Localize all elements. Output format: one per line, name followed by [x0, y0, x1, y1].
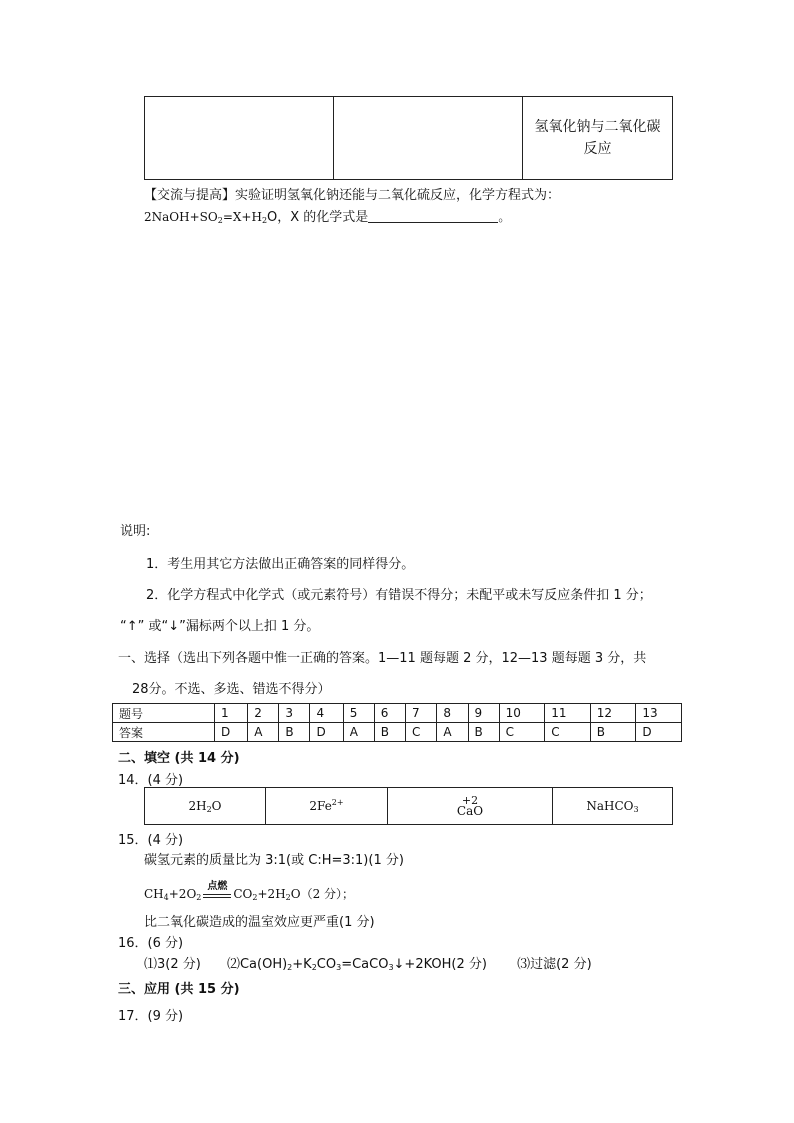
answer-cell: A — [343, 723, 374, 742]
answer-cell: B — [468, 723, 499, 742]
eq-part: O（2 分）； — [290, 887, 355, 901]
notes-title: 说明: — [120, 524, 151, 539]
q14-a3-valence: +2 — [461, 794, 479, 807]
question-number-cell: 4 — [310, 704, 343, 723]
question-number-cell: 7 — [405, 704, 436, 723]
question-number-cell: 6 — [374, 704, 405, 723]
q14-label: 14．(4 分) — [118, 773, 184, 788]
question-number-cell: 9 — [468, 704, 499, 723]
q16-label: 16．(6 分) — [118, 936, 184, 951]
q14-a4-sub: 3 — [633, 805, 639, 814]
eq-part: ⑵Ca(OH) — [226, 957, 288, 972]
eq-sub: 2 — [252, 893, 258, 902]
q15-label: 15．(4 分) — [118, 833, 184, 848]
question-number-cell: 10 — [499, 704, 545, 723]
question-number-cell: 8 — [437, 704, 468, 723]
top-table-cell-3-line1: 氢氧化钠与二氧化碳 — [534, 119, 661, 135]
eq-sub: 2 — [196, 893, 202, 902]
eq-sub: 3 — [336, 963, 342, 972]
top-table — [144, 96, 673, 180]
answer-cell: D — [636, 723, 682, 742]
eq-sub: 2 — [285, 893, 291, 902]
q15-line-3: 比二氧化碳造成的温室效应更严重(1 分) — [144, 915, 375, 930]
q14-a2-main: 2Fe — [309, 799, 332, 813]
q14-a1-main: 2H — [188, 799, 207, 813]
top-table-cell-3 — [523, 97, 673, 180]
question-number-cell: 13 — [636, 704, 682, 723]
eq-part: CO — [316, 957, 337, 972]
eq-part: ↓+2KOH(2 分) — [393, 957, 487, 972]
condition-label: 点燃 — [207, 881, 228, 892]
answer-table-row-answers — [113, 723, 682, 742]
exchange-label: 【交流与提高】 — [144, 188, 236, 203]
q14-answer-2 — [266, 788, 388, 825]
q16-part-1: ⑴3(2 分) — [144, 957, 201, 972]
answer-cell: B — [279, 723, 310, 742]
eq-part: =CaCO — [341, 957, 389, 972]
exchange-line — [144, 184, 560, 203]
notes-item-1: 1．考生用其它方法做出正确答案的同样得分。 — [146, 557, 415, 572]
q14-a3-main: CaO — [456, 804, 484, 818]
q14-a2-sup: 2+ — [331, 798, 344, 807]
eq-sub: 4 — [163, 893, 169, 902]
q14-answer-3 — [388, 788, 553, 825]
answer-cell: A — [437, 723, 468, 742]
answer-table — [112, 703, 682, 742]
eq-part: CH — [144, 887, 164, 901]
reaction-condition — [203, 881, 231, 898]
exchange-text: 实验证明氢氧化钠还能与二氧化硫反应，化学方程式为： — [235, 188, 561, 203]
q15-equation — [144, 881, 355, 902]
eq-end: 。 — [498, 210, 511, 224]
q17-label: 17．(9 分) — [118, 1009, 184, 1024]
question-number-cell: 12 — [590, 704, 636, 723]
eq-part: 2NaOH+SO — [144, 210, 218, 224]
q14-answer-4 — [553, 788, 673, 825]
eq-part: =X+H — [222, 210, 262, 224]
question-number-cell: 3 — [279, 704, 310, 723]
q14-a1-sub: 2 — [206, 805, 212, 814]
answer-cell: D — [215, 723, 248, 742]
top-table-cell-2 — [334, 97, 523, 180]
exchange-equation — [144, 206, 510, 225]
eq-sub: 2 — [311, 963, 317, 972]
answer-blank[interactable] — [368, 210, 498, 223]
answer-table-row-numbers — [113, 704, 682, 723]
q16-part-3: ⑶过滤(2 分) — [517, 957, 592, 972]
eq-part: O，X 的化学式是 — [267, 210, 369, 225]
row-label-question: 题号 — [113, 704, 215, 723]
answer-cell: B — [374, 723, 405, 742]
section1-heading-line2: 28分。不选、多选、错选不得分） — [132, 682, 331, 697]
section3-heading: 三、应用 (共 15 分) — [118, 982, 240, 997]
q14-answer-1 — [145, 788, 266, 825]
eq-sub: 2 — [217, 216, 223, 225]
question-number-cell: 2 — [248, 704, 279, 723]
answer-cell: D — [310, 723, 343, 742]
question-number-cell: 11 — [545, 704, 591, 723]
eq-part: +2O — [168, 887, 197, 901]
notes-item-2-cont: “↑” 或“↓”漏标两个以上扣 1 分。 — [120, 619, 320, 634]
eq-sub: 2 — [261, 216, 268, 225]
eq-sub: 3 — [388, 963, 394, 972]
answer-cell: C — [405, 723, 436, 742]
q16-answers — [144, 953, 592, 972]
answer-cell: B — [590, 723, 636, 742]
eq-part: +K — [292, 957, 312, 972]
question-number-cell: 1 — [215, 704, 248, 723]
q14-table — [144, 787, 673, 825]
top-table-cell-1 — [145, 97, 334, 180]
equals-sign — [203, 894, 231, 898]
section1-heading-line1: 一、选择（选出下列各题中惟一正确的答案。1—11 题每题 2 分，12—13 题每题 3 分，共 — [118, 651, 647, 666]
answer-cell: C — [545, 723, 591, 742]
notes-item-2: 2．化学方程式中化学式（或元素符号）有错误不得分；未配平或未写反应条件扣 1 分； — [146, 588, 652, 603]
q16-part-2 — [227, 957, 487, 972]
answer-cell: A — [248, 723, 279, 742]
q14-a4-main: NaHCO — [586, 799, 634, 813]
eq-sub: 2 — [287, 963, 293, 972]
eq-part: +2H — [257, 887, 286, 901]
eq-part: CO — [233, 887, 253, 901]
top-table-cell-3-line2: 反应 — [583, 141, 612, 157]
q14-a1-tail: O — [211, 799, 222, 813]
answer-cell: C — [499, 723, 545, 742]
row-label-answer: 答案 — [113, 723, 215, 742]
question-number-cell: 5 — [343, 704, 374, 723]
q15-line-1: 碳氢元素的质量比为 3:1(或 C:H=3:1)(1 分) — [144, 853, 404, 868]
section2-heading: 二、填空 (共 14 分) — [118, 751, 240, 766]
